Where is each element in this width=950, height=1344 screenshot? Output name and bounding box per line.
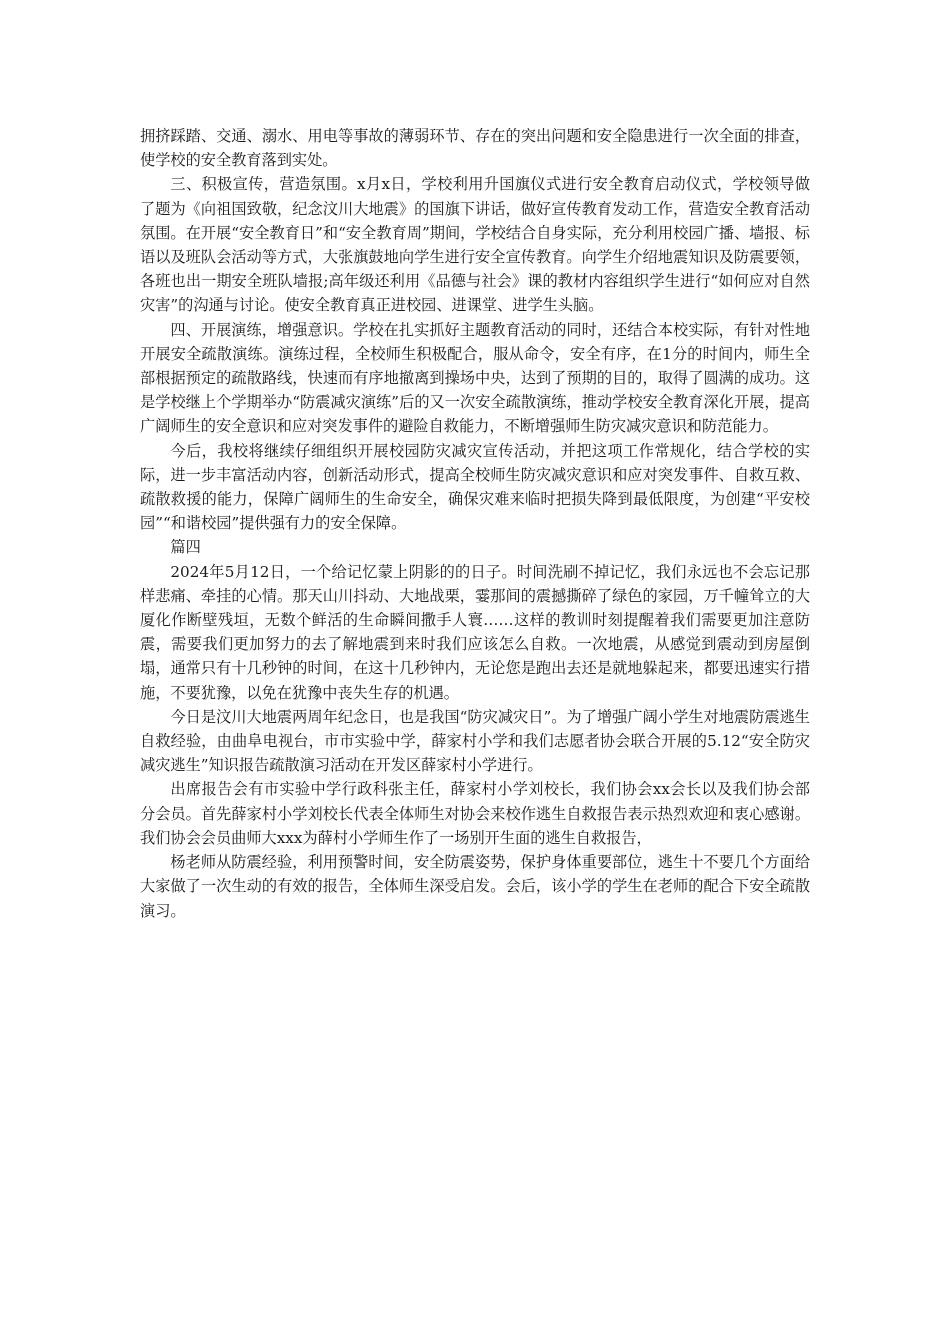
- paragraph-publicity: 三、积极宣传，营造氛围。x月x日，学校利用升国旗仪式进行安全教育启动仪式，学校领导做了题为《向祖国致敬，纪念汶川大地震》的国旗下讲话，做好宣传教育发动工作，营造安全教育活动氛围。在开展“安全教育日”和“安全教育周”期间，学校结合自身实际，充分利用校园广播、墙报、标语以及班队会活动等方式，大张旗鼓地向学生进行安全宣传教育。向学生介绍地震知识及防震要领，各班也出一期安全班队墙报;高年级还利用《品德与社会》课的教材内容组织学生进行“如何应对自然灾害”的沟通与讨论。使安全教育真正进校园、进课堂、进学生头脑。: [140, 175, 810, 315]
- paragraph-future: 今后，我校将继续仔细组织开展校园防灾减灾宣传活动，并把这项工作常规化，结合学校的实际，进一步丰富活动内容，创新活动形式，提高全校师生防灾减灾意识和应对突发事件、自救互救、疏散救援的能力，保障广阔师生的生命安全，确保灾难来临时把损失降到最低限度，为创建“平安校园”“和谐校园”提供强有力的安全保障。: [140, 441, 810, 533]
- paragraph-teacher-report: 杨老师从防震经验，利用预警时间，安全防震姿势，保护身体重要部位，逃生十不要几个方面给大家做了一次生动的有效的报告，全体师生深受启发。会后，该小学的学生在老师的配合下安全疏散演习。: [140, 853, 810, 920]
- paragraph-drill: 四、开展演练，增强意识。学校在扎实抓好主题教育活动的同时，还结合本校实际，有针对性地开展安全疏散演练。演练过程，全校师生积极配合，服从命令，安全有序，在1分的时间内，师生全部根据预定的疏散路线，快速而有序地撤离到操场中央，达到了预期的目的，取得了圆满的成功。这是学校继上个学期举办“防震减灾演练”后的又一次安全疏散演练，推动学校安全教育深化开展，提高广阔师生的安全意识和应对突发事件的避险自救能力，不断增强师生防灾减灾意识和防范能力。: [140, 320, 810, 436]
- document-page: [140, 124, 810, 923]
- section-heading-part-four: 篇四: [170, 538, 201, 557]
- paragraph-may-twelfth: 2024年5月12日，一个给记忆蒙上阴影的的日子。时间洗刷不掉记忆，我们永远也不会忘记那样悲痛、牵挂的心情。那天山川抖动、大地战栗，霎那间的震撼撕碎了绿色的家园，万千幢耸立的大厦化作断壁残垣，无数个鲜活的生命瞬间撒手人寰……这样的教训时刻提醒着我们需要更加注意防震，需要我们更加努力的去了解地震到来时我们应该怎么自救。一次地震，从感觉到震动到房屋倒塌，通常只有十几秒钟的时间，在这十几秒钟内，无论您是跑出去还是就地躲起来，都要迅速实行措施，不要犹豫，以免在犹豫中丧失生存的机遇。: [140, 562, 810, 702]
- paragraph-attendees: 出席报告会有市实验中学行政科张主任，薛家村小学刘校长，我们协会xx会长以及我们协会部分会员。首先薛家村小学刘校长代表全体师生对协会来校作逃生自救报告表示热烈欢迎和衷心感谢。我们协会会员曲师大xxx为薛村小学师生作了一场别开生面的逃生自救报告，: [140, 780, 810, 847]
- paragraph-continuation: 拥挤踩踏、交通、溺水、用电等事故的薄弱环节、存在的突出问题和安全隐患进行一次全面的排查，使学校的安全教育落到实处。: [140, 127, 810, 170]
- paragraph-anniversary: 今日是汶川大地震两周年纪念日，也是我国“防灾减灾日”。为了增强广阔小学生对地震防震逃生自救经验，由曲阜电视台，市市实验中学，薛家村小学和我们志愿者协会联合开展的5.12“安全防灾减灾逃生”知识报告疏散演习活动在开发区薛家村小学进行。: [140, 707, 810, 775]
